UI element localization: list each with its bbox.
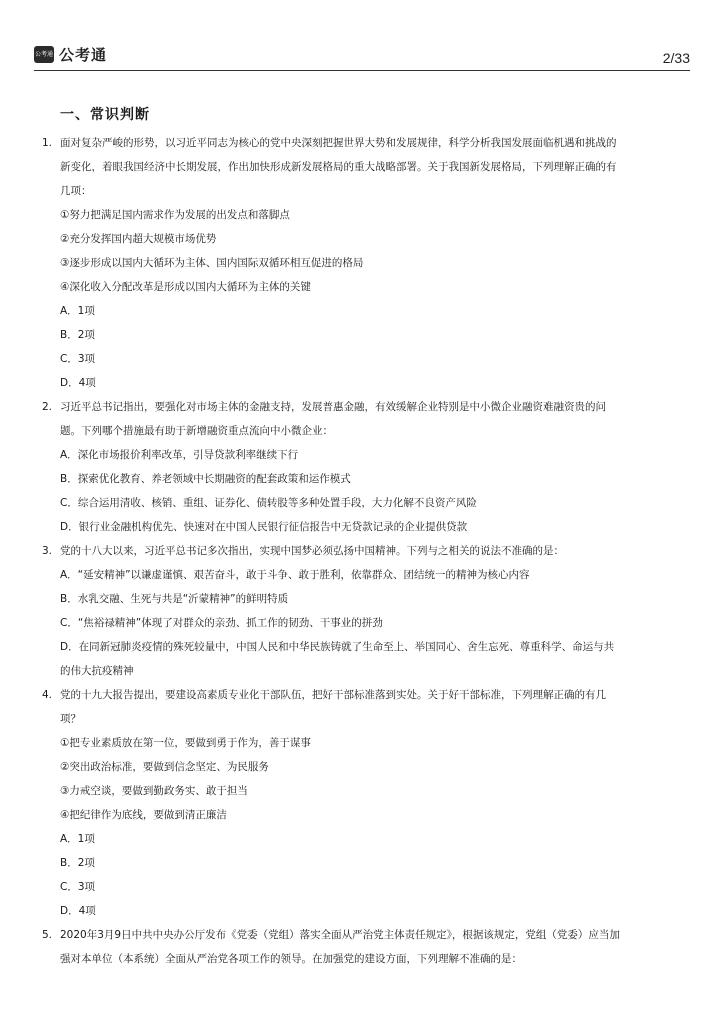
answer-option: C．综合运用清收、核销、重组、证券化、债转股等多种处置手段，大力化解不良资产风险 xyxy=(60,497,477,509)
question xyxy=(42,923,692,971)
answer-option: C．“焦裕禄精神”体现了对群众的亲劲、抓工作的韧劲、干事业的拼劲 xyxy=(60,617,383,629)
statement-item: ②突出政治标准，要做到信念坚定、为民服务 xyxy=(60,761,269,773)
question-stem-line: 新变化，着眼我国经济中长期发展，作出加快形成新发展格局的重大战略部署。关于我国新发展格局，下列理解正确的有 xyxy=(60,161,617,173)
statement-item: ③力戒空谈，要做到勤政务实、敢于担当 xyxy=(60,785,248,797)
question-stem-line: 题。下列哪个措施最有助于新增融资重点流向中小微企业： xyxy=(60,425,333,437)
section-title: 一、常识判断 xyxy=(60,107,150,123)
question-number: 3. xyxy=(42,545,53,557)
question-body xyxy=(60,395,692,539)
question xyxy=(42,683,692,923)
question-stem-line: 党的十九大报告提出，要建设高素质专业化干部队伍，把好干部标准落到实处。关于好干部标准，下列理解正确的有几 xyxy=(60,689,606,701)
question-body xyxy=(60,131,692,395)
answer-option: 的伟大抗疫精神 xyxy=(60,665,134,677)
question-list xyxy=(42,131,692,971)
answer-option: B．2项 xyxy=(60,329,95,341)
answer-option: C．3项 xyxy=(60,353,96,365)
answer-option: B．探索优化教育、养老领域中长期融资的配套政策和运作模式 xyxy=(60,473,351,485)
question-body xyxy=(60,683,692,923)
answer-option: A．1项 xyxy=(60,305,95,317)
logo xyxy=(34,44,107,65)
page-header xyxy=(34,40,690,71)
answer-option: B．2项 xyxy=(60,857,95,869)
page-number: 2/33 xyxy=(662,50,690,66)
answer-option: D．4项 xyxy=(60,377,96,389)
statement-item: ③逐步形成以国内大循环为主体、国内国际双循环相互促进的格局 xyxy=(60,257,364,269)
question-stem-line: 习近平总书记指出，要强化对市场主体的金融支持，发展普惠金融，有效缓解企业特别是中小微企业融资难融资贵的问 xyxy=(60,401,606,413)
question-number: 1. xyxy=(42,137,53,149)
question-stem-line: 项？ xyxy=(60,713,81,725)
statement-item: ②充分发挥国内超大规模市场优势 xyxy=(60,233,217,245)
statement-item: ①把专业素质放在第一位，要做到勇于作为，善于谋事 xyxy=(60,737,311,749)
answer-option: A．1项 xyxy=(60,833,95,845)
answer-option: B．水乳交融、生死与共是“沂蒙精神”的鲜明特质 xyxy=(60,593,289,605)
question-number: 5. xyxy=(42,929,53,941)
statement-item: ①努力把满足国内需求作为发展的出发点和落脚点 xyxy=(60,209,290,221)
question xyxy=(42,395,692,539)
answer-option: C．3项 xyxy=(60,881,96,893)
question-stem-line: 面对复杂严峻的形势，以习近平同志为核心的党中央深刻把握世界大势和发展规律，科学分析我国发展面临机遇和挑战的 xyxy=(60,137,617,149)
question-body xyxy=(60,923,692,971)
logo-text: 公考通 xyxy=(59,46,108,64)
answer-option: D．在同新冠肺炎疫情的殊死较量中，中国人民和中华民族铸就了生命至上、举国同心、舍生忘死、尊重科学、命运与共 xyxy=(60,641,615,653)
question xyxy=(42,539,692,683)
question-stem-line: 党的十八大以来，习近平总书记多次指出，实现中国梦必须弘扬中国精神。下列与之相关的说法不准确的是： xyxy=(60,545,564,557)
question-stem-line: 几项： xyxy=(60,185,92,197)
statement-item: ④把纪律作为底线，要做到清正廉洁 xyxy=(60,809,227,821)
question-number: 4. xyxy=(42,689,53,701)
question xyxy=(42,131,692,395)
answer-option: A．深化市场报价利率改革，引导贷款利率继续下行 xyxy=(60,449,299,461)
question-stem-line: 2020年3月9日中共中央办公厅发布《党委（党组）落实全面从严治党主体责任规定》，根据该规定，党组（党委）应当加 xyxy=(60,929,620,941)
answer-option: A．“延安精神”以谦虚谨慎、艰苦奋斗，敢于斗争、敢于胜利，依靠群众、团结统一的精神为核心内容 xyxy=(60,569,530,581)
answer-option: D．4项 xyxy=(60,905,96,917)
question-stem-line: 强对本单位（本系统）全面从严治党各项工作的领导。在加强党的建设方面，下列理解不准确的是： xyxy=(60,953,522,965)
answer-option: D．银行业金融机构优先、快速对在中国人民银行征信报告中无贷款记录的企业提供贷款 xyxy=(60,521,468,533)
statement-item: ④深化收入分配改革是形成以国内大循环为主体的关键 xyxy=(60,281,311,293)
logo-mark-icon: 公考通 xyxy=(34,46,54,63)
question-number: 2. xyxy=(42,401,53,413)
question-body xyxy=(60,539,692,683)
